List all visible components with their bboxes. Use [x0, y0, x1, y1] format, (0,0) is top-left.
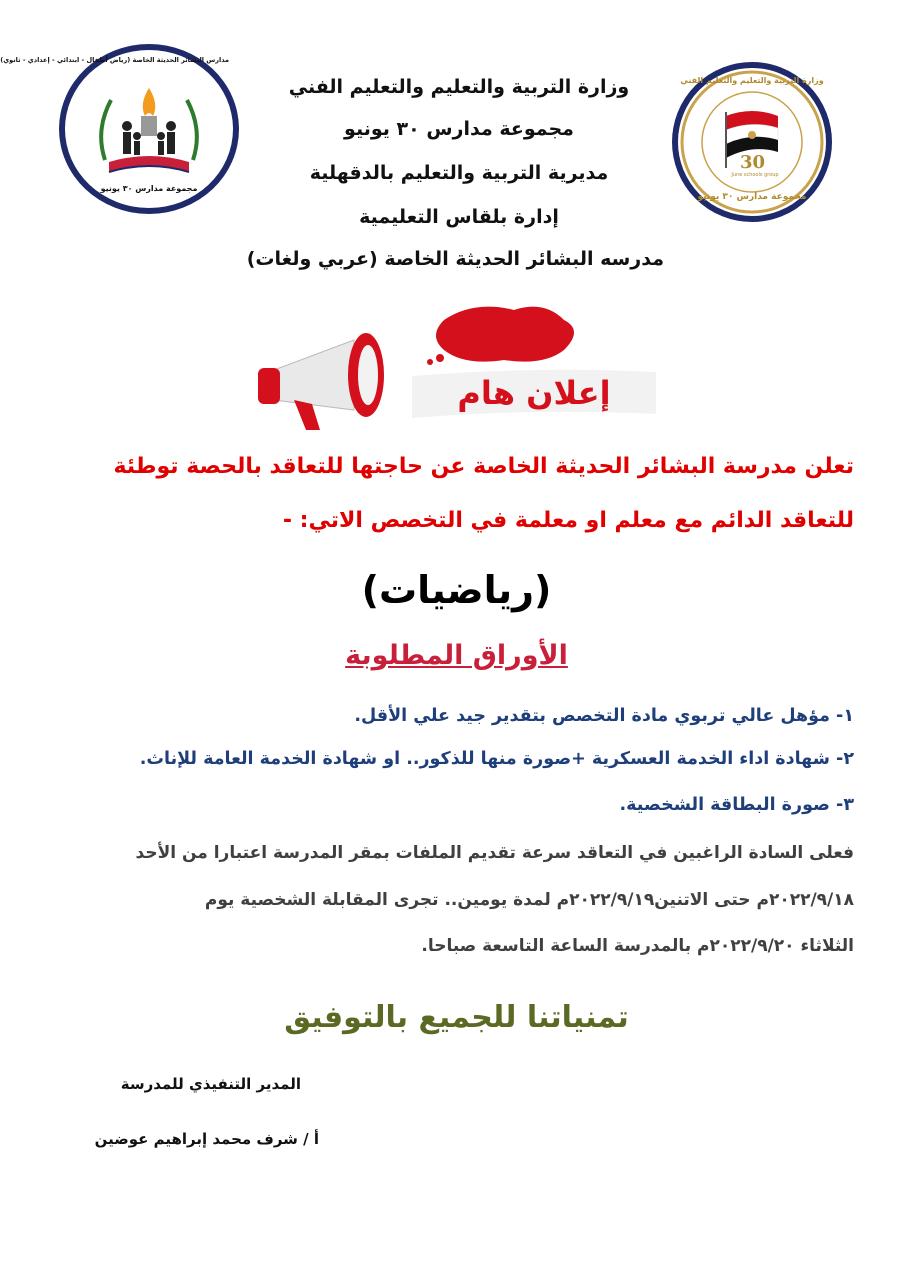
closing-wish: تمنياتنا للجميع بالتوفيق — [284, 1000, 629, 1035]
notice-line3: الثلاثاء ٢٠٢٢/٩/٢٠م بالمدرسة الساعة التاسعة صباحا. — [421, 936, 854, 956]
signature-name: أ / شرف محمد إبراهيم عوضين — [94, 1130, 319, 1148]
paper-item-1: ١- مؤهل عالي تربوي مادة التخصص بتقدير جيد علي الأقل. — [354, 706, 854, 726]
school-logo — [0, 44, 239, 214]
header-administration: إدارة بلقاس التعليمية — [359, 206, 559, 228]
paper-item-2: ٢- شهادة اداء الخدمة العسكرية +صورة منها للذكور.. او شهادة الخدمة العامة للإناث. — [139, 749, 854, 769]
header-directorate: مديرية التربية والتعليم بالدقهلية — [309, 162, 609, 184]
subject-title: (رياضيات) — [361, 568, 552, 612]
announcement-line1: تعلن مدرسة البشائر الحديثة الخاصة عن حاجتها للتعاقد بالحصة توطئة — [113, 454, 854, 479]
announcement-banner — [244, 300, 664, 440]
notice-line2: ٢٠٢٢/٩/١٨م حتى الاتنين٢٠٢٢/٩/١٩م لمدة يومين.. تجرى المقابلة الشخصية يوم — [204, 890, 854, 910]
ministry-badge-number: 30 — [740, 152, 766, 173]
banner-text: إعلان هام — [457, 374, 611, 412]
school-bottom-text: مجموعة مدارس ٣٠ يونيو — [100, 184, 198, 193]
school-arc-text: مدارس البشائر الحديثة الخاصة (رياض أطفال - ابتدائي - إعدادي - ثانوي) — [0, 56, 229, 64]
header-school: مدرسه البشائر الحديثة الخاصة (عربي ولغات) — [246, 248, 664, 270]
ministry-arc-text: وزارة التربية والتعليم والتعليم الفني — [680, 76, 824, 85]
header-group: مجموعة مدارس ٣٠ يونيو — [344, 118, 574, 140]
announcement-line2: للتعاقد الدائم مع معلم او معلمة في التخصص الاتي: - — [282, 508, 854, 533]
notice-line1: فعلى السادة الراغبين في التعاقد سرعة تقديم الملفات بمقر المدرسة اعتبارا من الأحد — [135, 843, 854, 863]
ministry-badge-sub: June schools group — [731, 172, 779, 178]
papers-title: الأوراق المطلوبة — [345, 640, 568, 671]
ministry-logo — [672, 62, 832, 222]
header-ministry: وزارة التربية والتعليم والتعليم الفني — [288, 76, 630, 98]
paper-item-3: ٣- صورة البطاقة الشخصية. — [619, 795, 854, 815]
signature-title: المدير التنفيذي للمدرسة — [120, 1075, 301, 1093]
ministry-bottom-text: مجموعة مدارس ٣٠ يونيو — [697, 192, 807, 202]
megaphone-icon — [244, 300, 664, 440]
